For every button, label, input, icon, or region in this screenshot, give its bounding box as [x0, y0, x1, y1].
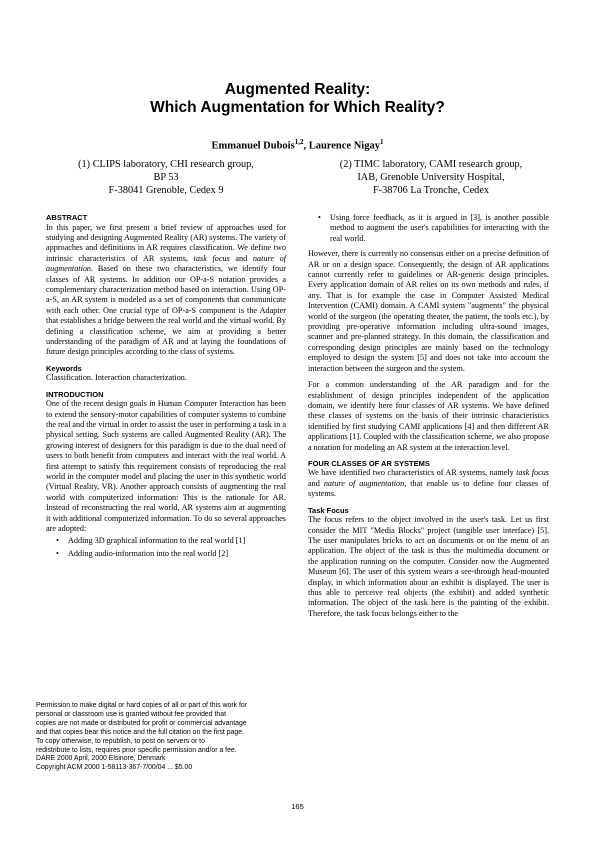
list-item-text: Adding 3D graphical information to the real world [1] — [68, 536, 246, 546]
affiliation-1-line: F-38041 Grenoble, Cedex 9 — [108, 185, 224, 196]
abstract-heading: ABSTRACT — [46, 213, 88, 222]
author-1: Emmanuel Dubois — [211, 140, 295, 152]
copyright-line: and that copies bear this notice and the full citation on the first page. — [36, 728, 245, 736]
copyright-line: copies are not made or distributed for profit or commercial advantage — [36, 719, 247, 727]
body-paragraph: However, there is currently no consensus either on a precise definition of AR or on a design space. Consequently, the design of AR applications cannot currently refer to guidelines or AR-generic design principles. Every application domain of AR relies on its own methods and rules, if any. That is for example the case in Computer Assisted Medical Intervention (CAMI) domain. A CAMI system "augments" the physical world of the surgeon (the operating theater, the patient, the tools etc.), by providing pre-operative information including ultra-sound images, scanner and pre-planned strategy. In this domain, the classification and corresponding design principles are mainly based on the technology employed to design the system [5] and does not take into account the interaction between the surgeon and the system. — [308, 249, 549, 373]
term-task-focus: task focus — [516, 468, 549, 478]
bullet-icon: • — [56, 548, 59, 558]
title-line-1: Augmented Reality: — [224, 81, 371, 98]
copyright-line: To copy otherwise, to republish, to post on servers or to — [36, 737, 205, 745]
bullet-icon: • — [56, 536, 59, 546]
author-separator: , — [303, 140, 309, 152]
left-column — [46, 213, 286, 561]
four-classes-text: We have identified two characteristics of AR systems, namely task focus and nature of augmentation, that enable us to define four classes of systems. — [308, 468, 550, 499]
body-paragraph: For a common understanding of the AR paradigm and for the establishment of design principles independent of the application domain, we identify here four classes of AR systems. We have defined these classes of systems on the basis of their intrinsic characteristics identified by first studying CAMI applications [4] and then different AR applications [1]. Coupled with the classification scheme, we also propose a notation for modeling an AR system at the interaction level. — [308, 380, 549, 452]
affiliation-2-line: F-38706 La Tronche, Cedex — [372, 185, 490, 196]
affiliation-2-line: (2) TIMC laboratory, CAMI research group, — [339, 159, 523, 170]
list-item — [46, 549, 286, 559]
copyright-line: DARE 2000 April, 2000 Elsinore, Denmark — [36, 755, 166, 763]
term-nature-of-augmentation: nature of augmentation — [46, 253, 286, 274]
copyright-line: redistribute to lists, requires prior specific permission and/or a fee. — [36, 746, 237, 754]
list-item — [308, 213, 549, 244]
term-task-focus: task focus — [193, 253, 230, 263]
term-nature-of-augmentation: nature of augmentation — [323, 478, 405, 488]
subsection-heading-task-focus: Task Focus — [308, 505, 349, 515]
right-column — [308, 211, 549, 619]
author-1-affiliation: 1,2 — [294, 138, 304, 146]
introduction-heading: INTRODUCTION — [46, 389, 104, 399]
affiliation-1-line: (1) CLIPS laboratory, CHI research group, — [78, 159, 254, 170]
abstract-text: In this paper, we first present a brief review of approaches used for studying and designing Augmented Reality (AR) systems. The variety of approaches and definitions in AR requires classification. We define two intrinsic characteristics of AR systems, task focus and nature of augmentation. Based on these two characteristics, we identify four classes of AR systems. In addition our OP-a-S notation provides a complementary characterization method based on interaction. Using OP-a-S, an AR system is modeled as a set of components that communicate with each other. One crucial type of OP-a-S component is the Adapter that establishes a bridge between the real world and the virtual world. By defining a classification scheme, we aim at providing a better understanding of the paradigm of AR and at laying the foundations of future design principles according to the class of systems. — [46, 222, 286, 357]
keywords-text: Classification. Interaction characterization. — [46, 373, 187, 383]
affiliation-1-line: BP 53 — [153, 172, 179, 183]
copyright-notice — [36, 702, 286, 773]
copyright-line: Copyright ACM 2000 1-58113-367-7/00/04 ... $5.00 — [36, 764, 193, 772]
author-2: Laurence Nigay — [308, 140, 380, 152]
task-focus-text: The focus refers to the object involved in the user's task. Let us first consider the MIT "Media Blocks" project (tangible user interface) [5]. The user manipulates bricks to act on documents or on the menu of an application. The object of the task is thus the multimedia document or the application running on the computer. Consider now the Augmented Museum [6]. The user of this system wears a see-through head-mounted display, in which information about an exhibit is displayed. The user is thus able to perceive real objects (the exhibit) and added synthetic information. The object of the task here is the painting of the exhibit. Therefore, the task focus belongs either to the — [308, 515, 549, 618]
title-line-2: Which Augmentation for Which Reality? — [150, 99, 445, 116]
copyright-line: Permission to make digital or hard copies of all or part of this work for — [36, 702, 248, 709]
copyright-line: personal or classroom use is granted without fee provided that — [36, 710, 226, 718]
affiliation-2-line: IAB, Grenoble University Hospital, — [357, 172, 505, 183]
author-2-affiliation: 1 — [379, 138, 384, 146]
paper-title — [0, 81, 595, 117]
section-heading-four-classes: FOUR CLASSES OF AR SYSTEMS — [308, 458, 430, 468]
affiliation-2 — [318, 158, 544, 197]
list-item-text: Using force feedback, as it is argued in [3], is another possible method to augment the user's capabilities for interacting with the real world. — [330, 213, 549, 243]
introduction-text: One of the recent design goals in Human Computer Interaction has been to extend the sensory-motor capabilities of computer systems to combine the real and the virtual in order to assist the user in performing a task in a physical setting. Such systems are called Augmented Reality (AR). The growing interest of designers for this paradigm is due to the dual need of users to both benefit from computers and interact with the real world. A first attempt to satisfy this requirement consists of reproducing the real world in the computer model and placing the user in this synthetic world (Virtual Reality, VR). Another approach consists of augmenting the real world with computerized information: This is the rationale for AR. Instead of reconstructing the real world, AR systems aim at augmenting it with additional computerized information. To do so several approaches are adopted: — [46, 399, 286, 534]
list-item-text: Adding audio-information into the real world [2] — [68, 548, 229, 558]
list-item — [46, 536, 286, 546]
keywords-heading: Keywords — [46, 363, 82, 373]
page-number: 165 — [291, 802, 304, 811]
authors — [0, 138, 595, 152]
affiliation-1 — [56, 158, 276, 197]
bullet-icon: • — [318, 213, 321, 222]
